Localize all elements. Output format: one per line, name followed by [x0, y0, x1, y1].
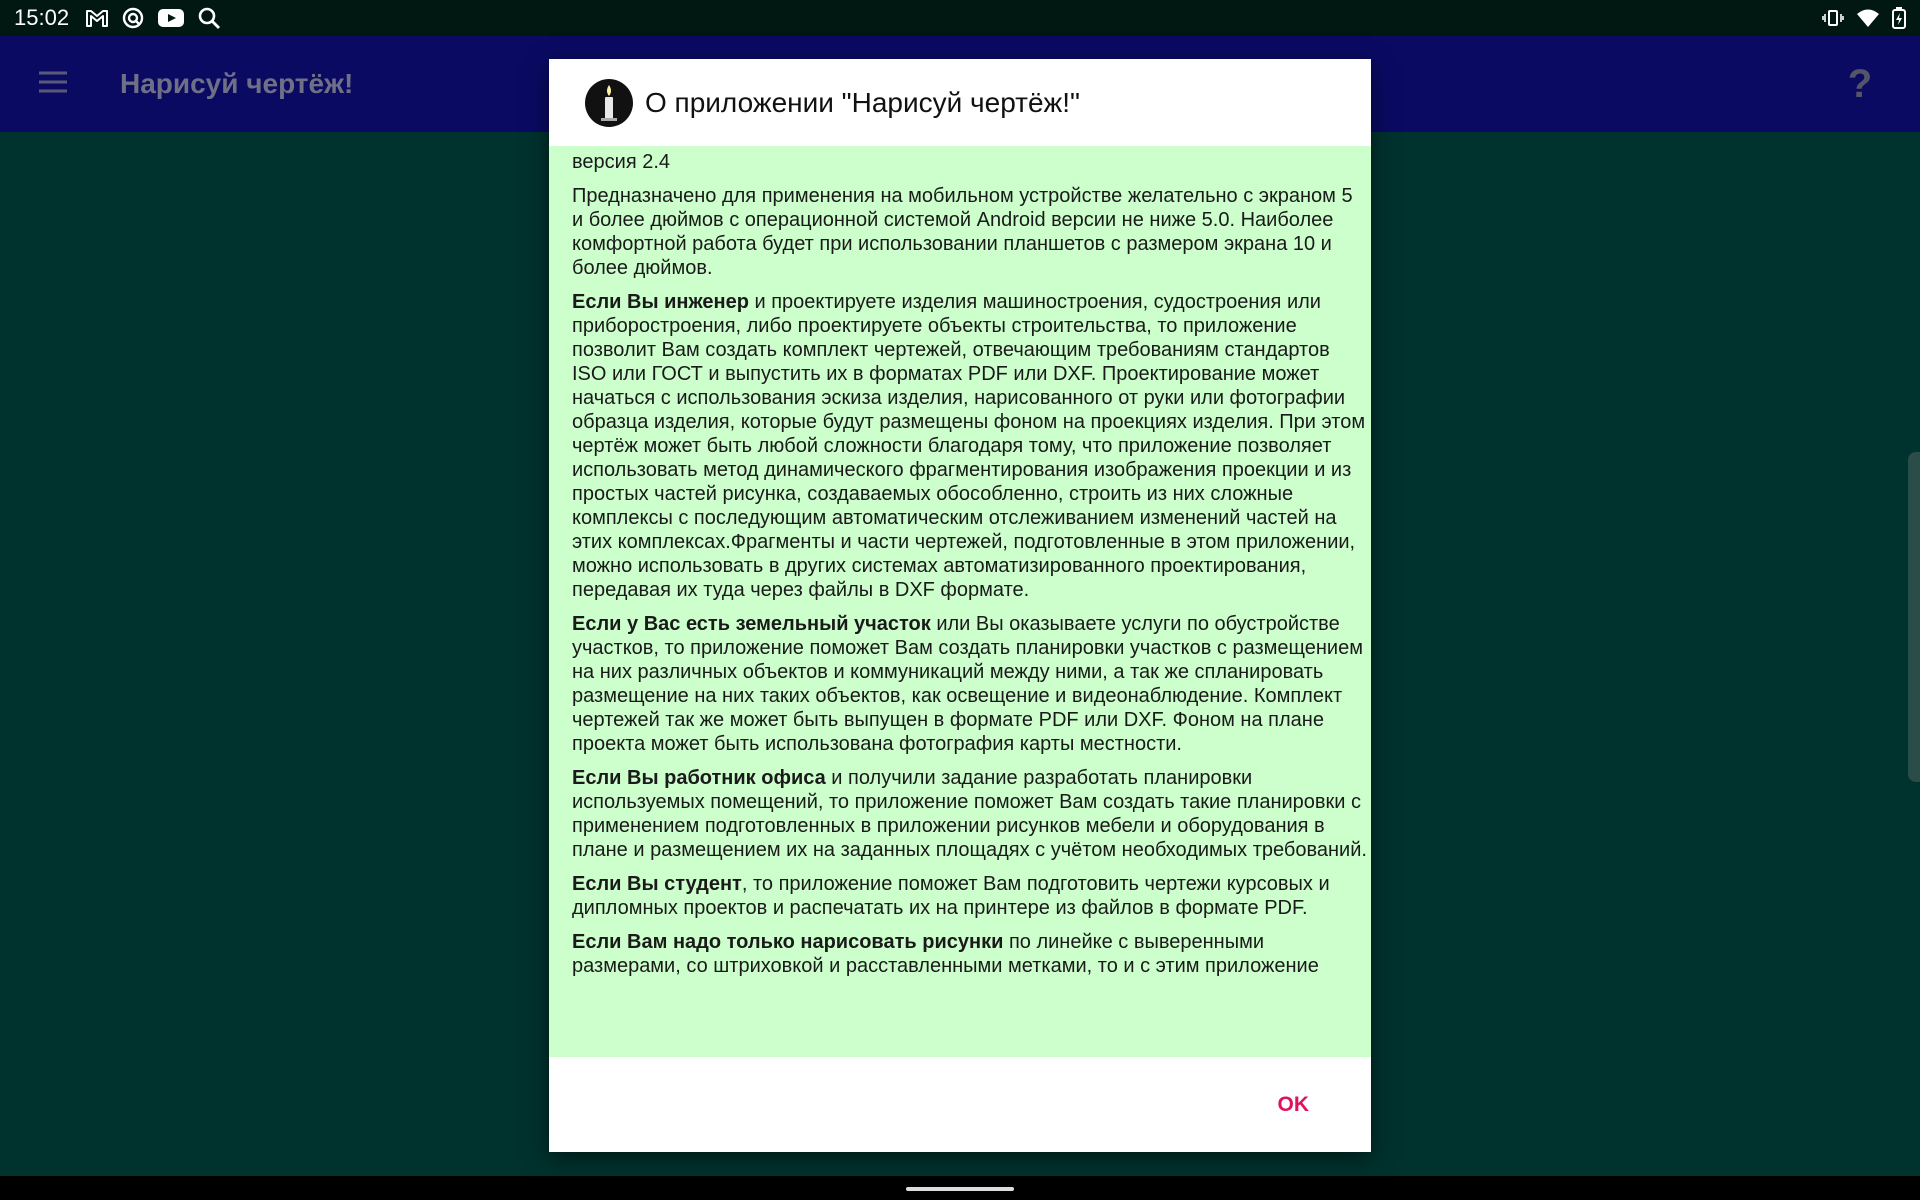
- youtube-icon: [157, 8, 185, 28]
- dialog-title: О приложении "Нарисуй чертёж!": [645, 86, 1080, 118]
- intro-paragraph: Предназначено для применения на мобильном устройстве желательно с экраном 5 и более дюймов с операционной системой Android версии не ниже 5.0. Наиболее комфортной работа будет при использовании планшетов с размером экрана 10 и более дюймов.: [572, 185, 1353, 279]
- menu-button[interactable]: [26, 57, 80, 111]
- paragraph-text: по линейке с выверенными размерами, со штриховкой и расставленными метками, то и с этим приложение: [572, 931, 1319, 977]
- paragraph-drawings: [572, 930, 1367, 978]
- gmail-icon: [85, 8, 109, 28]
- ok-button[interactable]: OK: [1277, 1092, 1309, 1116]
- paragraph-engineer: [572, 290, 1367, 602]
- dialog-body[interactable]: [549, 146, 1371, 1057]
- paragraph-bold: Если Вы инженер: [572, 291, 749, 313]
- app-title: Нарисуй чертёж!: [120, 68, 354, 99]
- paragraph-bold: Если у Вас есть земельный участок: [572, 613, 931, 635]
- paragraph-bold: Если Вы студент: [572, 873, 742, 895]
- paragraph-text: и проектируете изделия машиностроения, судостроения или приборостроения, либо проектируете объекты строительства, то приложение позволит Вам создать комплект чертежей, отвечающим требованиям стандартов ISO или ГОСТ и выпустить их в форматах PDF или DXF. Проектирование может начаться с использования эскиза изделия, нарисованного от руки или фотографии образца изделия, которые будут размещены фоном на проекциях изделия. При этом чертёж может быть любой сложности благодаря тому, что приложение позволяет использовать метод динамического фрагментирования изображения проекции и из простых частей рисунка, создаваемых обособленно, строить из них сложные комплексы с последующим автоматическим отслеживанием изменений частей на этих комплексах.Фрагменты и части чертежей, подготовленные в этом приложении, можно использовать в других системах автоматизированного проектирования, передавая их туда через файлы в DXF формате.: [572, 291, 1366, 601]
- vibrate-icon: [1822, 8, 1844, 28]
- status-left-icons: [85, 6, 221, 30]
- paragraph-office: [572, 766, 1367, 862]
- paragraph-bold: Если Вам надо только нарисовать рисунки: [572, 931, 1004, 953]
- assistant-icon: [121, 6, 145, 30]
- paragraph-student: [572, 872, 1367, 920]
- side-panel-handle[interactable]: [1908, 452, 1920, 782]
- status-right-icons: [1822, 7, 1906, 29]
- paragraph-text: или Вы оказываете услуги по обустройстве участков, то приложение поможет Вам создать планировки участков с размещением на них различных объектов и коммуникаций между ними, а так же спланировать размещение на них таких объектов, как освещение и видеонаблюдение. Комплект чертежей так же может быть выпущен в формате PDF или DXF. Фоном на плане проекта может быть использована фотография карты местности.: [572, 613, 1363, 755]
- navigation-bar: [0, 1176, 1920, 1200]
- dialog-footer: [549, 1057, 1371, 1152]
- wifi-icon: [1856, 8, 1880, 28]
- help-button[interactable]: ?: [1847, 61, 1873, 106]
- hamburger-menu-icon: [38, 71, 68, 97]
- dialog-header: [549, 59, 1371, 146]
- paragraph-bold: Если Вы работник офиса: [572, 767, 826, 789]
- search-icon: [197, 6, 221, 30]
- status-bar: [0, 0, 1920, 36]
- battery-icon: [1892, 7, 1906, 29]
- version-text: версия 2.4: [572, 151, 671, 173]
- paragraph-text: и получили задание разработать планировки используемых помещений, то приложение поможет Вам создать такие планировки с применением подготовленных в приложении рисунков мебели и оборудования в плане и размещением их на заданных площадях с учётом необходимых требований.: [572, 767, 1367, 861]
- paragraph-text: , то приложение поможет Вам подготовить чертежи курсовых и дипломных проектов и распечатать их на принтере из файлов в формате PDF.: [572, 873, 1330, 919]
- candle-icon: [585, 79, 633, 127]
- home-gesture-handle[interactable]: [906, 1187, 1014, 1191]
- status-time: 15:02: [14, 5, 70, 30]
- about-dialog: [549, 59, 1371, 1152]
- paragraph-land: [572, 612, 1367, 756]
